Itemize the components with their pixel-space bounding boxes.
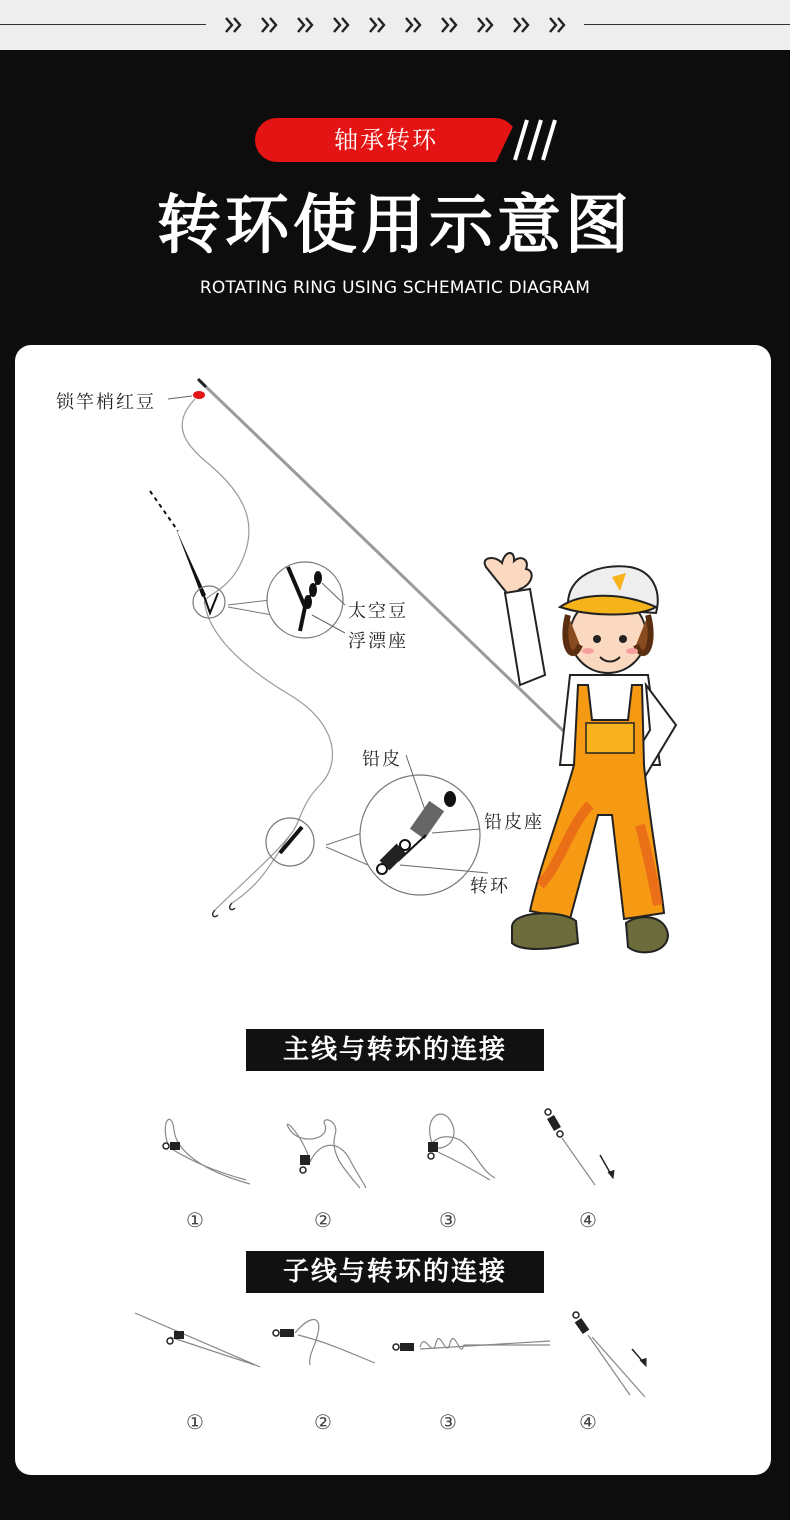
chevron-right-icon: [366, 12, 392, 38]
chevron-right-icon: [330, 12, 356, 38]
step-4-illustration: [545, 1109, 614, 1185]
chevron-right-icon: [438, 12, 464, 38]
leader-line-steps-illustration: [130, 1305, 660, 1400]
step-4-illustration: [573, 1312, 646, 1397]
chevron-right-icon: [474, 12, 500, 38]
red-bean-icon: [193, 391, 205, 399]
step-2-illustration: [273, 1320, 375, 1366]
step-number: ②: [314, 1208, 332, 1232]
float-seat-label: 浮漂座: [348, 631, 408, 652]
step-number: ③: [439, 1410, 457, 1434]
chevron-right-icon: [510, 12, 536, 38]
swivel-label: 转环: [470, 876, 510, 897]
step-number: ③: [439, 1208, 457, 1232]
lead-label: 铅皮: [362, 749, 402, 770]
fishing-rig-diagram: [0, 345, 790, 985]
chevron-row: [222, 12, 572, 38]
step-number: ②: [314, 1410, 332, 1434]
page-title: 转环使用示意图: [157, 189, 633, 263]
tag-label: 轴承转环: [334, 126, 438, 154]
section-title-main-line: 主线与转环的连接: [246, 1029, 544, 1071]
step-3-illustration: [428, 1114, 495, 1180]
step-number: ④: [579, 1410, 597, 1434]
red-bean-label: 锁竿梢红豆: [56, 392, 156, 413]
step-1-illustration: [135, 1313, 260, 1367]
decor-line-right: [584, 24, 790, 25]
step-number: ④: [579, 1208, 597, 1232]
section-title-leader-line: 子线与转环的连接: [246, 1251, 544, 1293]
step-1-illustration: [163, 1119, 250, 1184]
space-bean-label: 太空豆: [348, 601, 408, 622]
lead-seat-label: 铅皮座: [484, 812, 544, 833]
cartoon-angler-icon: [485, 553, 676, 952]
chevron-right-icon: [546, 12, 572, 38]
chevron-right-icon: [258, 12, 284, 38]
top-decor-bar: [0, 0, 790, 50]
chevron-right-icon: [402, 12, 428, 38]
chevron-right-icon: [222, 12, 248, 38]
page-subtitle: ROTATING RING USING SCHEMATIC DIAGRAM: [199, 278, 591, 298]
decor-line-left: [0, 24, 206, 25]
chevron-right-icon: [294, 12, 320, 38]
step-2-illustration: [287, 1120, 366, 1188]
step-number: ①: [186, 1208, 204, 1232]
step-number: ①: [186, 1410, 204, 1434]
main-line-steps-illustration: [150, 1100, 630, 1200]
step-3-illustration: [393, 1338, 550, 1351]
slash-decor-icon: [513, 118, 565, 162]
